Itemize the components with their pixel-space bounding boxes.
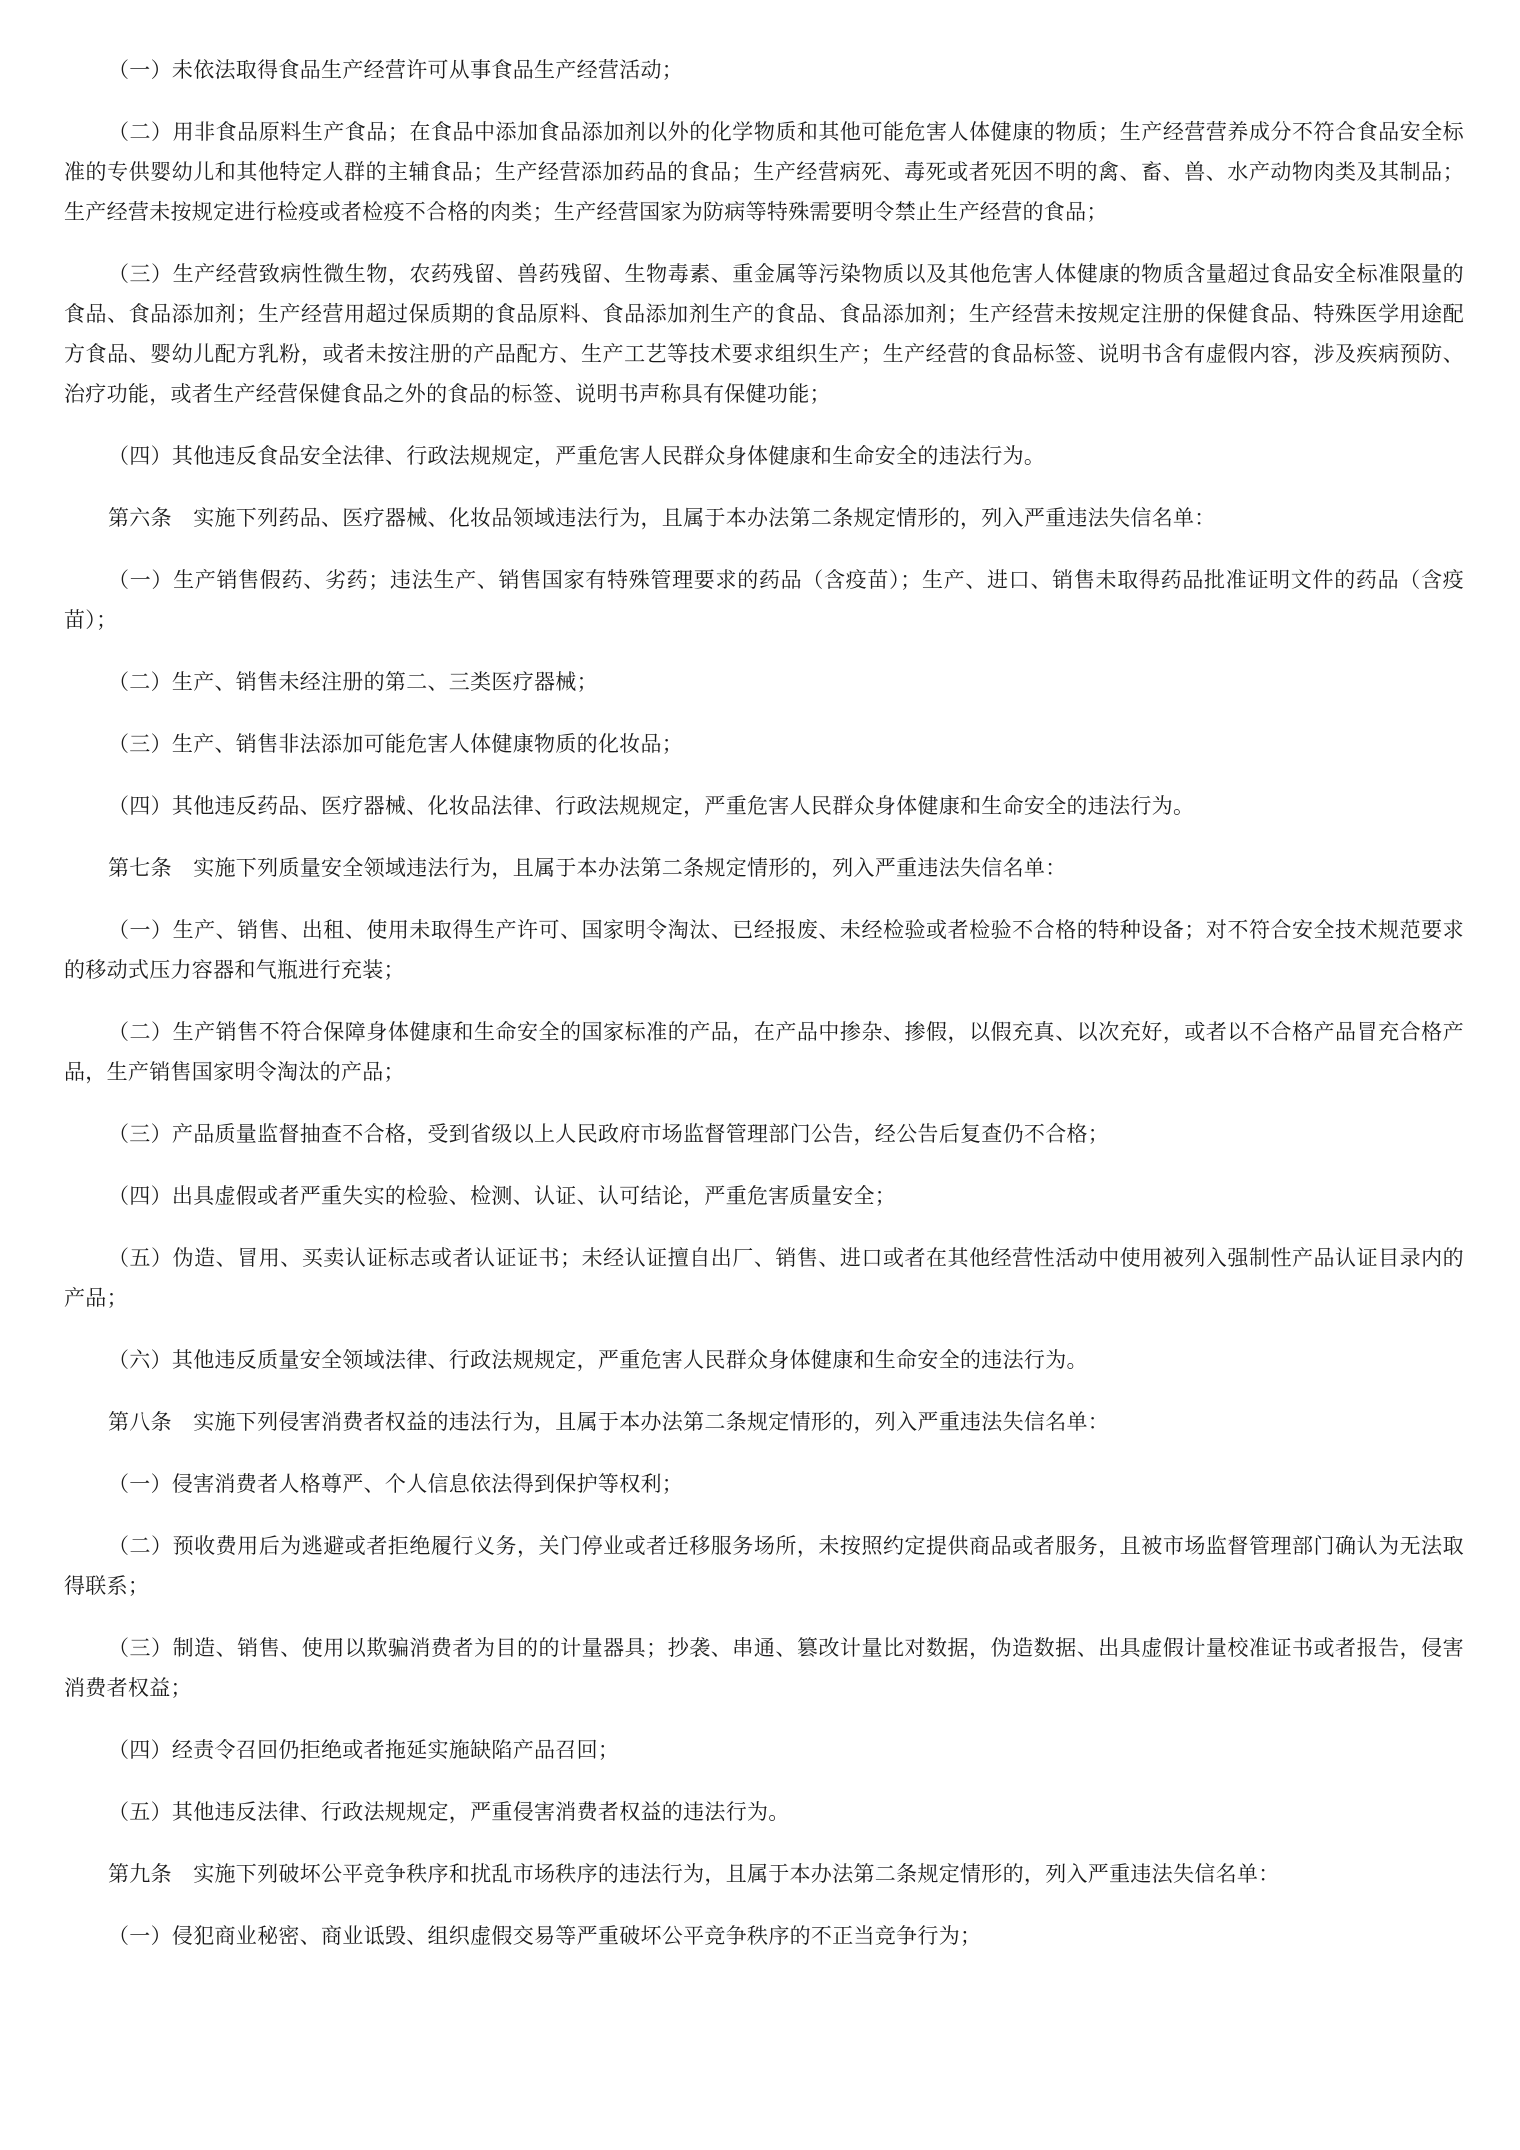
paragraph: （六）其他违反质量安全领域法律、行政法规规定，严重危害人民群众身体健康和生命安全的违法行为。 <box>108 1348 1088 1372</box>
paragraph: （二）预收费用后为逃避或者拒绝履行义务，关门停业或者迁移服务场所，未按照约定提供商品或者服务，且被市场监督管理部门确认为无法取得联系； <box>64 1534 1464 1598</box>
article-heading-paragraph: 第九条 实施下列破坏公平竞争秩序和扰乱市场秩序的违法行为，且属于本办法第二条规定情形的，列入严重违法失信名单： <box>108 1862 1280 1886</box>
article-heading-paragraph: 第七条 实施下列质量安全领域违法行为，且属于本办法第二条规定情形的，列入严重违法失信名单： <box>108 856 1067 880</box>
paragraph: （三）生产、销售非法添加可能危害人体健康物质的化妆品； <box>108 732 684 756</box>
paragraph: （四）出具虚假或者严重失实的检验、检测、认证、认可结论，严重危害质量安全； <box>108 1184 897 1208</box>
paragraph: （二）生产销售不符合保障身体健康和生命安全的国家标准的产品，在产品中掺杂、掺假，以假充真、以次充好，或者以不合格产品冒充合格产品，生产销售国家明令淘汰的产品； <box>64 1020 1464 1084</box>
paragraph: （三）生产经营致病性微生物，农药残留、兽药残留、生物毒素、重金属等污染物质以及其他危害人体健康的物质含量超过食品安全标准限量的食品、食品添加剂；生产经营用超过保质期的食品原料、食品添加剂生产的食品、食品添加剂；生产经营未按规定注册的保健食品、特殊医学用途配方食品、婴幼儿配方乳粉，或者未按注册的产品配方、生产工艺等技术要求组织生产；生产经营的食品标签、说明书含有虚假内容，涉及疾病预防、治疗功能，或者生产经营保健食品之外的食品的标签、说明书声称具有保健功能； <box>64 262 1464 406</box>
paragraph: （一）生产、销售、出租、使用未取得生产许可、国家明令淘汰、已经报废、未经检验或者检验不合格的特种设备；对不符合安全技术规范要求的移动式压力容器和气瓶进行充装； <box>64 918 1464 982</box>
paragraph: （二）生产、销售未经注册的第二、三类医疗器械； <box>108 670 598 694</box>
paragraph: （三）制造、销售、使用以欺骗消费者为目的的计量器具；抄袭、串通、篡改计量比对数据，伪造数据、出具虚假计量校准证书或者报告，侵害消费者权益； <box>64 1636 1464 1700</box>
paragraph: （四）经责令召回仍拒绝或者拖延实施缺陷产品召回； <box>108 1738 620 1762</box>
article-heading-paragraph: 第八条 实施下列侵害消费者权益的违法行为，且属于本办法第二条规定情形的，列入严重违法失信名单： <box>108 1410 1110 1434</box>
paragraph: （四）其他违反药品、医疗器械、化妆品法律、行政法规规定，严重危害人民群众身体健康和生命安全的违法行为。 <box>108 794 1195 818</box>
paragraph: （四）其他违反食品安全法律、行政法规规定，严重危害人民群众身体健康和生命安全的违法行为。 <box>108 444 1046 468</box>
paragraph: （五）其他违反法律、行政法规规定，严重侵害消费者权益的违法行为。 <box>108 1800 790 1824</box>
paragraph: （一）侵犯商业秘密、商业诋毁、组织虚假交易等严重破坏公平竞争秩序的不正当竞争行为； <box>108 1924 982 1948</box>
paragraph: （一）生产销售假药、劣药；违法生产、销售国家有特殊管理要求的药品（含疫苗）；生产、进口、销售未取得药品批准证明文件的药品（含疫苗）； <box>64 568 1464 632</box>
paragraph: （五）伪造、冒用、买卖认证标志或者认证证书；未经认证擅自出厂、销售、进口或者在其他经营性活动中使用被列入强制性产品认证目录内的产品； <box>64 1246 1464 1310</box>
paragraph: （三）产品质量监督抽查不合格，受到省级以上人民政府市场监督管理部门公告，经公告后复查仍不合格； <box>108 1122 1110 1146</box>
article-heading-paragraph: 第六条 实施下列药品、医疗器械、化妆品领域违法行为，且属于本办法第二条规定情形的，列入严重违法失信名单： <box>108 506 1216 530</box>
paragraph: （二）用非食品原料生产食品；在食品中添加食品添加剂以外的化学物质和其他可能危害人体健康的物质；生产经营营养成分不符合食品安全标准的专供婴幼儿和其他特定人群的主辅食品；生产经营添加药品的食品；生产经营病死、毒死或者死因不明的禽、畜、兽、水产动物肉类及其制品；生产经营未按规定进行检疫或者检疫不合格的肉类；生产经营国家为防病等特殊需要明令禁止生产经营的食品； <box>64 120 1464 224</box>
paragraph: （一）侵害消费者人格尊严、个人信息依法得到保护等权利； <box>108 1472 684 1496</box>
paragraph: （一）未依法取得食品生产经营许可从事食品生产经营活动； <box>108 58 684 82</box>
